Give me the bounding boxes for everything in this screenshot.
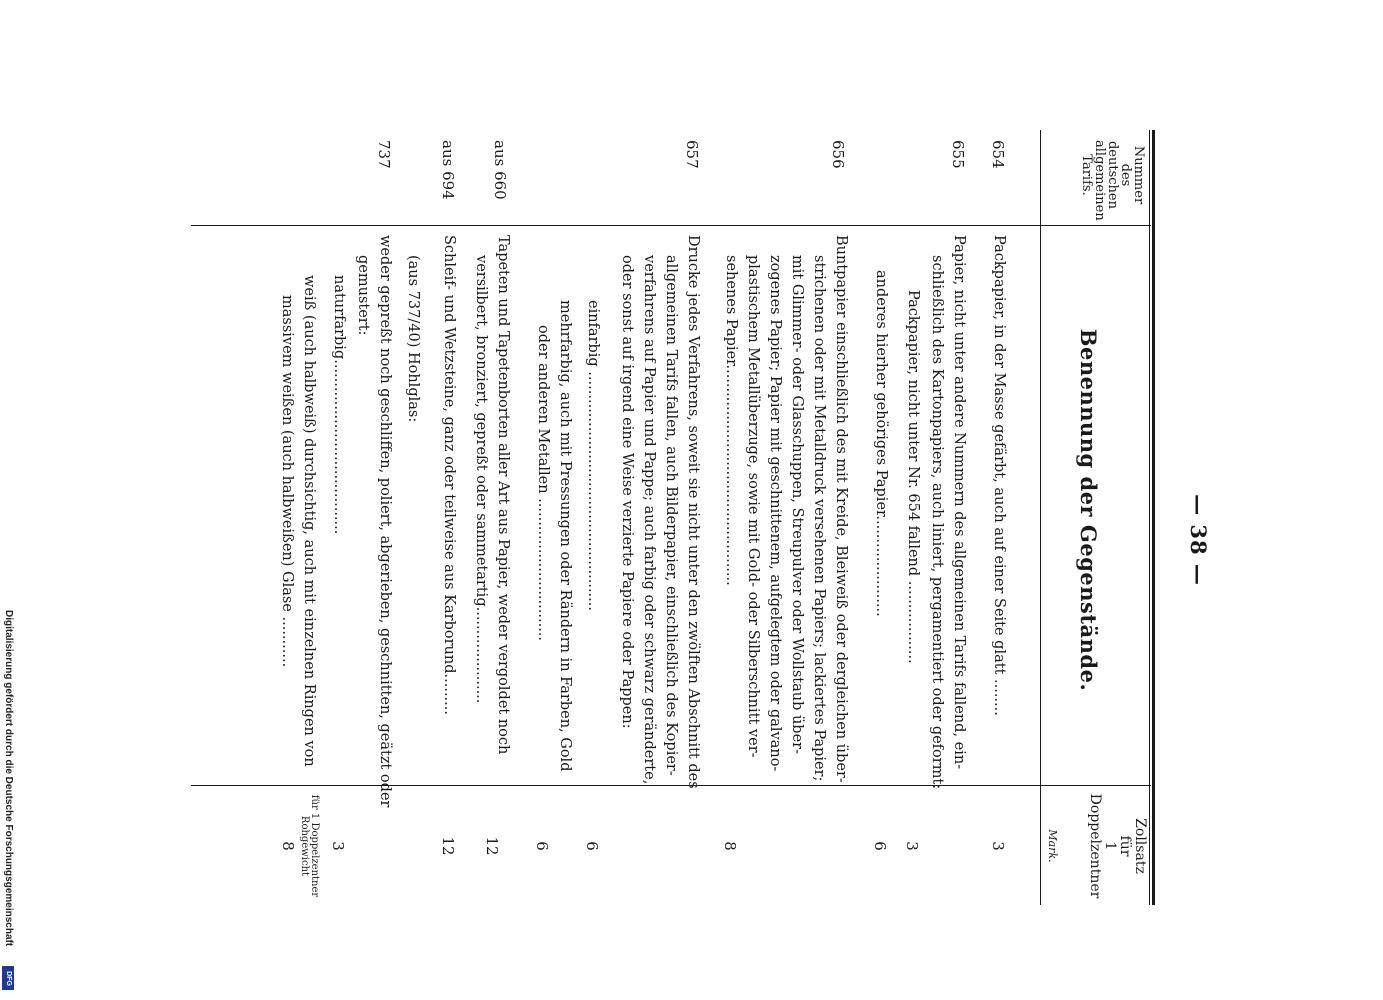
tariff-number: 657 (683, 140, 701, 169)
item-text: (aus 737/40) Hohlglas: (405, 255, 421, 423)
item-text: Drucke jedes Verfahrens, soweit sie nicht unter den zwölften Abschnitt des (685, 235, 701, 789)
duty-rate: 12 (439, 836, 457, 856)
item-text: sehenes Papier................................................ (723, 255, 739, 586)
header-number-line: Tarifs. (1079, 154, 1094, 196)
header-number-line: deutschen (1105, 140, 1120, 209)
item-text: weiß (auch halbweiß) durchsichtig, auch mit einzelnen Ringen von (301, 275, 317, 767)
dfg-logo (2, 966, 14, 990)
page-number: — 38 — (1186, 494, 1211, 586)
header-number-line: Nummer (1131, 145, 1146, 205)
item-text: versilbert, bronziert, gepreßt oder sammetartig..................... (473, 255, 489, 704)
table-top-rule (1152, 130, 1155, 905)
digitization-note-text: Digitalisierung gefördert durch die Deutsche Forschungsgemeinschaft (3, 610, 14, 947)
duty-rate: 3 (903, 841, 921, 851)
dfg-logo-text: DFG (4, 970, 12, 986)
item-text: mehrfarbig, auch mit Pressungen oder Rändern in Farben, Gold (557, 300, 573, 772)
item-text: mit Glimmer- oder Glasschuppen, Streupulver oder Wollstaub über- (789, 255, 805, 754)
tariff-number: aus 694 (439, 140, 457, 200)
tariff-number: 655 (949, 140, 967, 169)
rate-note-line: für 1 Doppelzentner (309, 794, 320, 898)
table-top-rule-thin (1149, 130, 1150, 905)
duty-rate: 8 (721, 841, 739, 851)
item-text: plastischem Metallüberzuge, sowie mit Gold- oder Silberschnitt ver- (745, 255, 761, 758)
item-text: allgemeinen Tarifs fallen, auch Bilderpapier, einschließlich des Kopier- (663, 255, 679, 776)
item-text: oder sonst auf irgend eine Weise verzierte Papiere oder Pappen: (619, 255, 635, 729)
item-text: Tapeten und Tapetenborten aller Art aus Papier, weder vergoldet noch (495, 235, 511, 755)
item-text: schließlich des Kartonpapiers, auch liniert, pergamentiert oder geformt: (929, 255, 945, 790)
rate-column-header (1087, 792, 1147, 900)
item-text: Papier, nicht unter andere Nummern des allgemeinen Tarifs fallend, ein- (951, 235, 967, 770)
item-text: weder gepreßt noch geschliffen, poliert, abgerieben, geschnitten, geätzt oder (377, 235, 393, 808)
rate-note-line: Rohgewicht (299, 815, 310, 877)
header-number-line: allgemeinen (1092, 140, 1107, 221)
tariff-number: 656 (829, 140, 847, 169)
item-text: einfarbig .................................................... (585, 300, 601, 611)
header-rate-line: 1 Doppelzentner (1087, 793, 1118, 899)
duty-rate-note (299, 792, 319, 900)
number-column-header (1079, 140, 1146, 221)
item-text: Schleif- und Wetzsteine, ganz oder teilweise aus Karborund......... (441, 235, 457, 715)
duty-rate: 8 (279, 841, 297, 851)
column-rule-2 (191, 785, 1151, 786)
item-text: gemustert: (355, 255, 371, 336)
duty-rate: 12 (483, 836, 501, 856)
duty-rate: 3 (989, 841, 1007, 851)
duty-rate: 6 (533, 841, 551, 851)
item-text: oder anderen Metallen ............................... (535, 325, 551, 642)
item-text: strichenen oder mit Metalldruck versehenen Papiers; lackiertes Papier; (811, 255, 827, 782)
rate-unit: Mark. (1046, 829, 1059, 863)
column-rule-1 (191, 225, 1151, 226)
duty-rate: 6 (871, 841, 889, 851)
item-text: anderes hierher gehöriges Papier...................... (873, 270, 889, 617)
header-rate-line: Zollsatz (1132, 818, 1148, 874)
item-text: naturfarbig...................................... (331, 275, 347, 535)
header-number-line: des (1118, 163, 1133, 187)
item-text: massivem weißen (auch halbweißen) Glase ........... (279, 295, 295, 668)
tariff-number: 654 (989, 140, 1007, 169)
header-bottom-rule (1040, 130, 1041, 905)
item-text: zogenes Papier; Papier mit geschnittenem, aufgelegtem oder galvano- (767, 255, 783, 772)
duty-rate: 6 (583, 841, 601, 851)
duty-rate: 3 (329, 841, 347, 851)
item-text: Packpapier, in der Masse gefärbt, auch auf einer Seite glatt ........ (991, 235, 1007, 716)
item-text: verfahrens auf Papier und Pappe; auch farbig oder schwarz geränderte, (641, 255, 657, 785)
description-column-header: Benennung der Gegenstände. (1076, 328, 1101, 692)
header-rate-line: für (1117, 835, 1133, 857)
digitization-note (2, 610, 16, 947)
tariff-number: 737 (375, 140, 393, 169)
tariff-number: aus 660 (491, 140, 509, 200)
item-text: Packpapier, nicht unter Nr. 654 fallend .................. (905, 290, 921, 664)
item-text: Buntpapier einschließlich des mit Kreide, Bleiweiß oder dergleichen über- (833, 235, 849, 783)
